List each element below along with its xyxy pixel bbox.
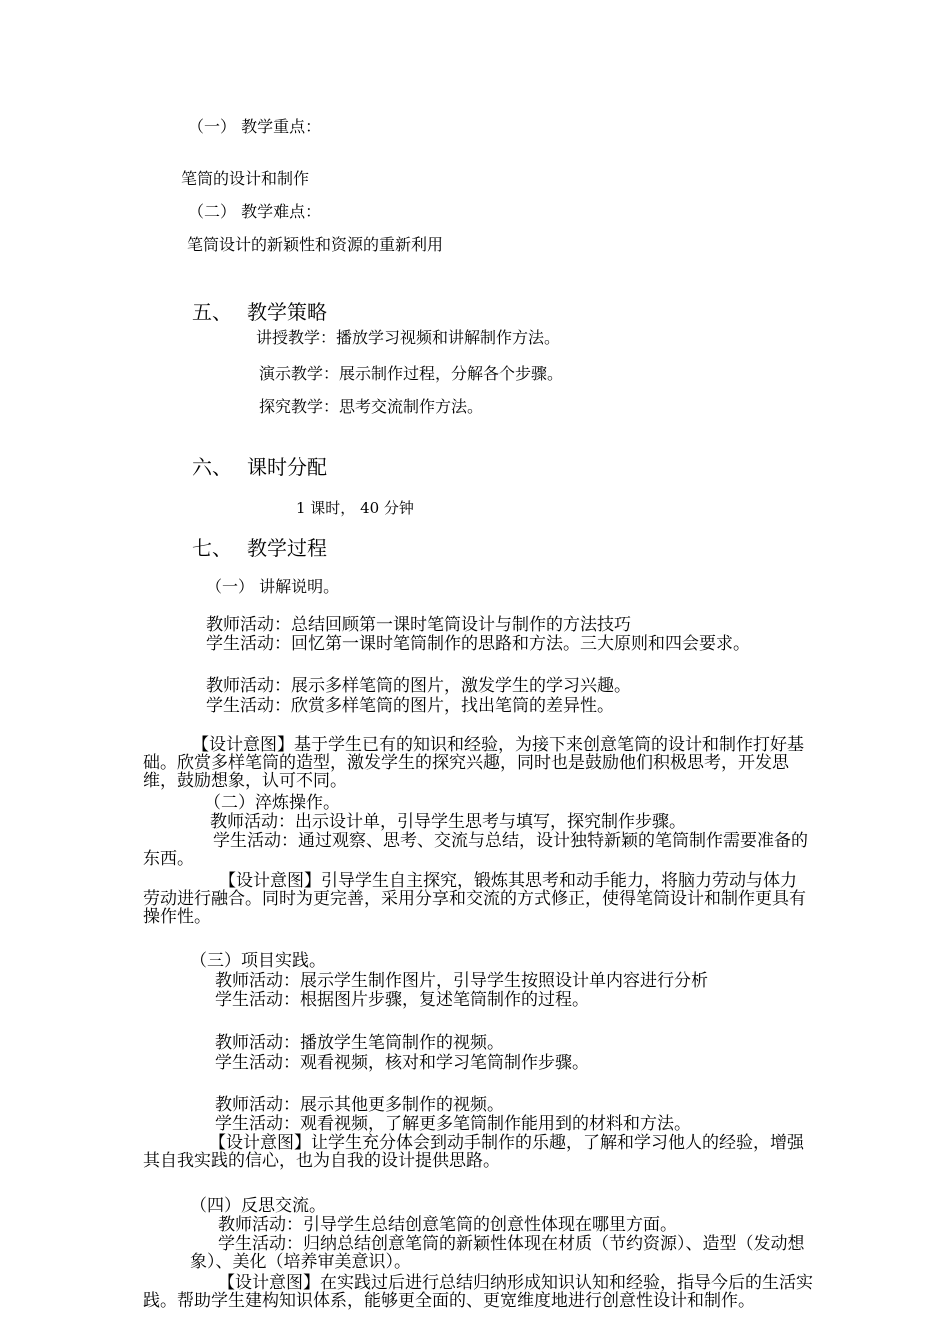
section7-title: 教学过程: [247, 536, 327, 560]
part1-student-1: 学生活动：回忆第一课时笔筒制作的思路和方法。三大原则和四会要求。: [206, 634, 750, 654]
part4-label: （四）反思交流。: [190, 1196, 326, 1216]
part1-teacher-1: 教师活动：总结回顾第一课时笔筒设计与制作的方法技巧: [206, 615, 631, 635]
section5-title: 教学策略: [247, 300, 327, 324]
section7-number: 七、: [192, 536, 232, 560]
part3-teacher-3: 教师活动：展示其他更多制作的视频。: [215, 1095, 504, 1115]
strategy-line-2: 演示教学：展示制作过程，分解各个步骤。: [259, 364, 564, 383]
part3-label: （三）项目实践。: [190, 951, 326, 971]
part3-student-2: 学生活动：观看视频，核对和学习笔筒制作步骤。: [215, 1053, 589, 1073]
part4-design-intent: 【设计意图】在实践过后进行总结归纳形成知识认知和经验，指导今后的生活实践。帮助学生建构知识体系，能够更全面的、更宽维度地进行创意性设计和制作。: [143, 1273, 813, 1311]
part3-student-1: 学生活动：根据图片步骤，复述笔筒制作的过程。: [215, 990, 589, 1010]
section5-number: 五、: [192, 300, 232, 324]
difficulty-label: （二） 教学难点：: [188, 202, 322, 221]
part4-student-1: 学生活动：归纳总结创意笔筒的新颖性体现在材质（节约资源）、造型（发动想象）、美化（培养审美意识）。: [190, 1234, 805, 1272]
part2-teacher-1: 教师活动：出示设计单，引导学生思考与填写，探究制作步骤。: [210, 812, 686, 832]
part1-student-2: 学生活动：欣赏多样笔筒的图片，找出笔筒的差异性。: [206, 696, 614, 716]
class-hours: 1 课时， 40 分钟: [296, 499, 414, 517]
section6-number: 六、: [192, 455, 232, 479]
difficulty-content: 笔筒设计的新颖性和资源的重新利用: [187, 235, 444, 254]
part4-teacher-1: 教师活动：引导学生总结创意笔筒的创意性体现在哪里方面。: [218, 1215, 677, 1235]
part3-student-3: 学生活动：观看视频，了解更多笔筒制作能用到的材料和方法。: [215, 1114, 691, 1134]
part2-student-1: 学生活动：通过观察、思考、交流与总结，设计独特新颖的笔筒制作需要准备的东西。: [143, 831, 808, 869]
strategy-line-1: 讲授教学：播放学习视频和讲解制作方法。: [256, 328, 561, 347]
part2-design-intent: 【设计意图】引导学生自主探究，锻炼其思考和动手能力，将脑力劳动与体力劳动进行融合。同时为更完善，采用分享和交流的方式修正，使得笔筒设计和制作更具有操作性。: [143, 871, 806, 927]
focus-label: （一） 教学重点：: [188, 117, 322, 136]
section6-title: 课时分配: [247, 455, 327, 479]
focus-content: 笔筒的设计和制作: [181, 169, 310, 188]
part1-teacher-2: 教师活动：展示多样笔筒的图片，激发学生的学习兴趣。: [206, 676, 631, 696]
part1-label: （一） 讲解说明。: [206, 577, 340, 596]
part3-teacher-2: 教师活动：播放学生笔筒制作的视频。: [215, 1033, 504, 1053]
part1-design-intent: 【设计意图】基于学生已有的知识和经验，为接下来创意笔筒的设计和制作打好基础。欣赏多样笔筒的造型，激发学生的探究兴趣，同时也是鼓励他们积极思考，开发思维，鼓励想象，认可不同。: [143, 735, 804, 791]
part3-teacher-1: 教师活动：展示学生制作图片，引导学生按照设计单内容进行分析: [215, 971, 708, 991]
strategy-line-3: 探究教学：思考交流制作方法。: [259, 397, 484, 416]
part2-label: （二）淬炼操作。: [204, 793, 340, 813]
part3-design-intent: 【设计意图】让学生充分体会到动手制作的乐趣，了解和学习他人的经验，增强其自我实践的信心，也为自我的设计提供思路。: [143, 1133, 804, 1171]
